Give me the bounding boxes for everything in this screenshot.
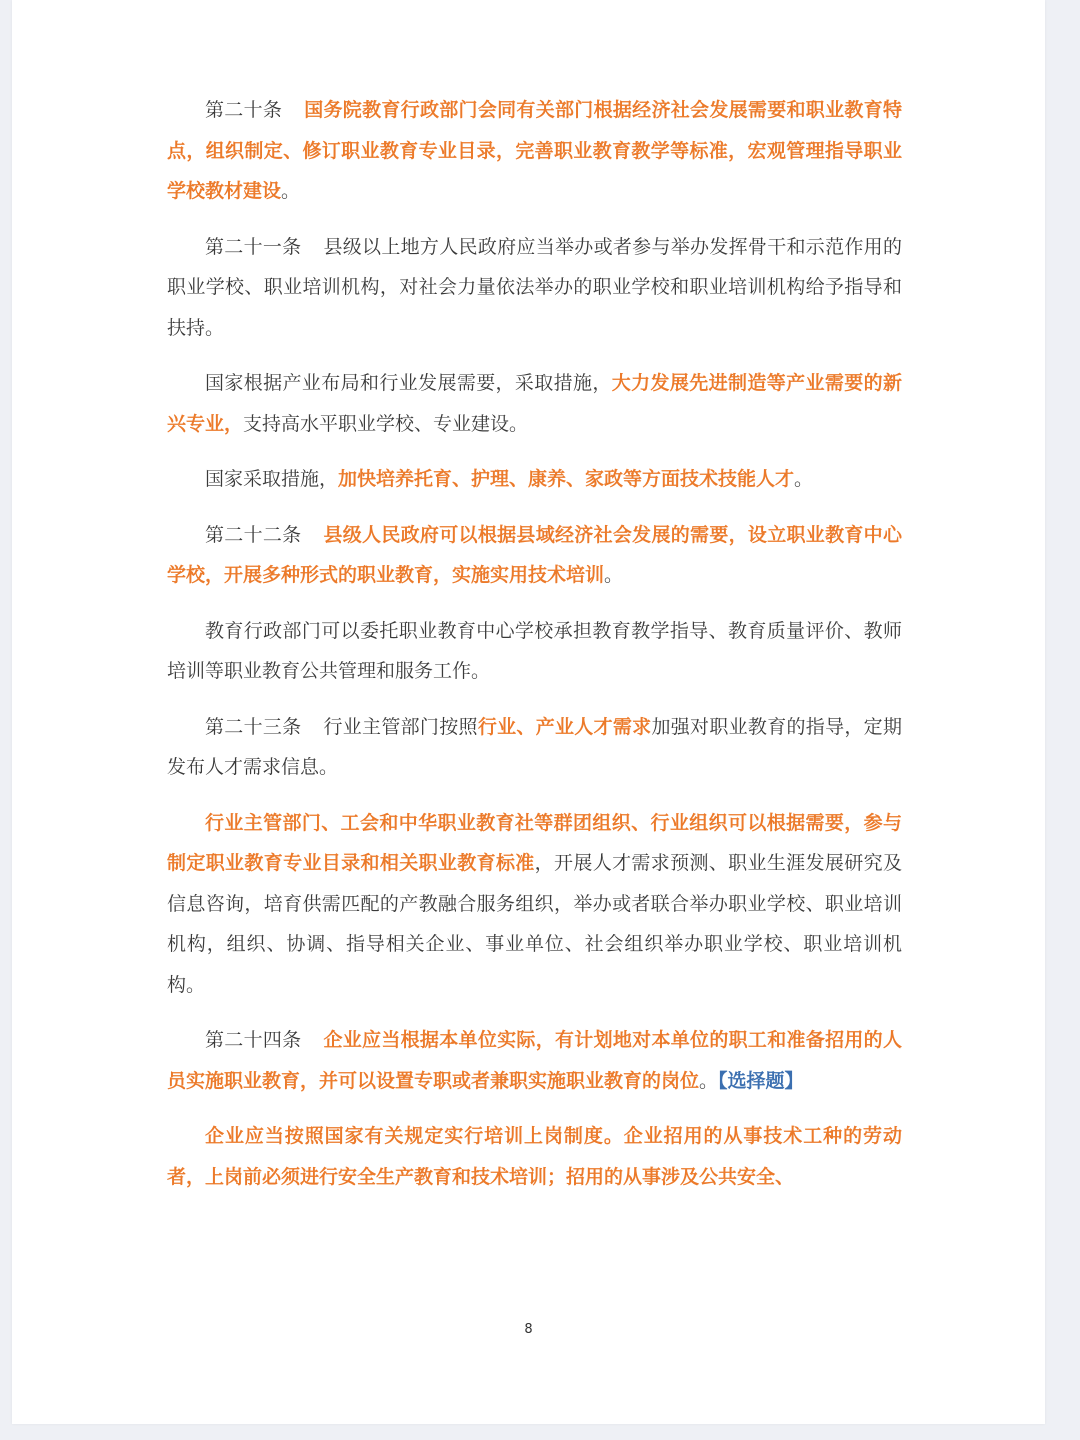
body-paragraph xyxy=(167,363,902,444)
body-paragraph xyxy=(167,803,902,1006)
paragraph-text: 。 xyxy=(699,1069,719,1092)
highlighted-text: 国务院教育行政部门会同有关部门根据经济社会发展需要和职业教育特点，组织制定、修订职业教育专业目录，完善职业教育教学等标准，宏观管理指导职业学校教材建设 xyxy=(167,99,902,202)
article-number: 第二十四条 xyxy=(205,1029,302,1051)
body-paragraph xyxy=(167,1116,902,1197)
document-body xyxy=(167,90,902,1212)
body-paragraph xyxy=(167,459,902,500)
article-paragraph xyxy=(167,707,902,788)
document-page xyxy=(12,0,1045,1424)
paragraph-text: 支持高水平职业学校、专业建设。 xyxy=(243,412,529,435)
article-number: 第二十一条 xyxy=(205,235,302,258)
paragraph-text: ，开展人才需求预测、职业生涯发展研究及信息咨询，培育供需匹配的产教融合服务组织，举办或者联合举办职业学校、职业培训机构，组织、协调、指导相关企业、事业单位、社会组织举办职业学校、职业培训机构。 xyxy=(167,852,902,996)
highlighted-text: 企业应当按照国家有关规定实行培训上岗制度。企业招用的从事技术工种的劳动者，上岗前必须进行安全生产教育和技术培训；招用的从事涉及公共安全、 xyxy=(167,1125,902,1188)
highlighted-text: 行业主管部门、工会和中华职业教育社等群团组织、行业组织可以根据需要，参与制定职业教育专业目录和相关职业教育标准 xyxy=(167,811,902,874)
article-paragraph xyxy=(167,515,902,596)
highlighted-text: 大力发展先进制造等产业需要的新兴专业， xyxy=(167,372,902,435)
question-type-tag: 【选择题】 xyxy=(718,1069,804,1092)
paragraph-text: 县级以上地方人民政府应当举办或者参与举办发挥骨干和示范作用的职业学校、职业培训机构，对社会力量依法举办的职业学校和职业培训机构给予指导和扶持。 xyxy=(167,235,902,339)
paragraph-text: 行业主管部门按照 xyxy=(323,715,478,738)
article-number: 第二十条 xyxy=(205,99,283,121)
highlighted-text: 县级人民政府可以根据县域经济社会发展的需要，设立职业教育中心学校，开展多种形式的职业教育，实施实用技术培训 xyxy=(167,523,902,586)
paragraph-text: 。 xyxy=(794,468,814,490)
page-number: 8 xyxy=(524,1322,533,1337)
article-paragraph xyxy=(167,227,902,349)
paragraph-text: 。 xyxy=(604,564,624,586)
paragraph-text: 国家根据产业布局和行业发展需要，采取措施， xyxy=(205,372,612,394)
article-paragraph xyxy=(167,1020,902,1101)
article-paragraph xyxy=(167,90,902,212)
highlighted-text: 行业、产业人才需求 xyxy=(477,715,652,738)
paragraph-text: 。 xyxy=(281,180,301,202)
article-number: 第二十二条 xyxy=(205,523,302,546)
paragraph-text: 加强对职业教育的指导，定期发布人才需求信息。 xyxy=(167,715,902,778)
highlighted-text: 加快培养托育、护理、康养、家政等方面技术技能人才 xyxy=(338,468,795,490)
article-number: 第二十三条 xyxy=(205,715,302,738)
paragraph-text: 国家采取措施， xyxy=(205,468,339,490)
highlighted-text: 企业应当根据本单位实际，有计划地对本单位的职工和准备招用的人员实施职业教育，并可以设置专职或者兼职实施职业教育的岗位 xyxy=(167,1029,902,1092)
paragraph-text: 教育行政部门可以委托职业教育中心学校承担教育教学指导、教育质量评价、教师培训等职业教育公共管理和服务工作。 xyxy=(167,619,902,682)
body-paragraph xyxy=(167,611,902,692)
